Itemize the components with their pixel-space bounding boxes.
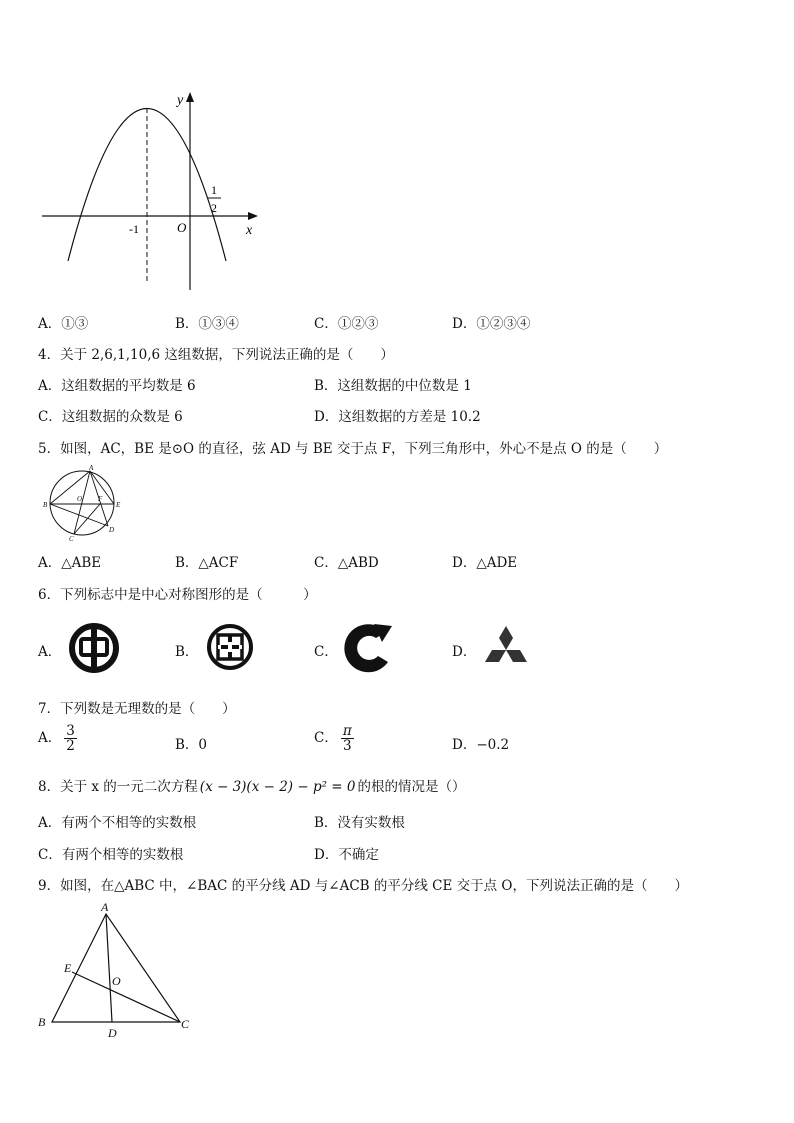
q3-option-a[interactable] xyxy=(38,312,88,332)
fraction-numerator: π xyxy=(342,723,352,739)
bisector-ce xyxy=(72,972,180,1022)
option-text: ①③ xyxy=(61,316,89,332)
option-text: 有两个不相等的实数根 xyxy=(61,815,197,831)
bisector-ad xyxy=(106,914,112,1022)
point-o-label: O xyxy=(77,495,83,503)
q5-option-d[interactable] xyxy=(452,551,517,571)
q4-option-c[interactable] xyxy=(38,405,183,425)
option-text: 不确定 xyxy=(338,847,379,863)
q8-option-b[interactable] xyxy=(314,811,405,831)
option-text: 这组数据的方差是 10.2 xyxy=(338,409,481,425)
option-letter: A． xyxy=(38,730,62,747)
q4-stem: 4．关于 2,6,1,10,6 这组数据，下列说法正确的是（ ） xyxy=(38,347,394,363)
q3-option-d[interactable] xyxy=(452,312,530,332)
option-text: ①②③④ xyxy=(476,316,531,332)
option-letter: C． xyxy=(38,409,62,425)
q6-option-d-letter: D． xyxy=(452,644,477,660)
q3-option-c[interactable] xyxy=(314,312,378,332)
q8-stem-post: 的根的情况是（） xyxy=(357,779,466,795)
x-axis-arrow-icon xyxy=(248,212,258,220)
q5-stem: 5．如图，AC，BE 是⊙O 的直径，弦 AD 与 BE 交于点 F，下列三角形中，外心不是点 O 的是（ ） xyxy=(38,441,668,457)
neg-one-label: -1 xyxy=(129,222,139,236)
option-letter: D． xyxy=(452,737,477,753)
point-b-label: B xyxy=(43,501,48,509)
option-letter: C． xyxy=(314,730,338,747)
point-e-label: E xyxy=(64,961,72,975)
option-text: 有两个相等的实数根 xyxy=(61,847,184,863)
point-b-label: B xyxy=(38,1015,46,1029)
q5-option-b[interactable] xyxy=(175,551,238,571)
fraction xyxy=(341,724,354,753)
point-e-label: E xyxy=(116,501,121,509)
fraction-numerator: 3 xyxy=(66,723,75,739)
q7-stem: 7．下列数是无理数的是（ ） xyxy=(38,701,236,717)
q5-option-c[interactable] xyxy=(314,551,379,571)
q4-option-b[interactable] xyxy=(314,374,472,394)
parabola-graph xyxy=(38,86,268,296)
option-letter: A． xyxy=(38,555,62,571)
q6-option-a-letter: A． xyxy=(38,644,62,660)
option-text: 这组数据的众数是 6 xyxy=(61,409,183,425)
triangle-figure xyxy=(34,900,202,1044)
q8-equation: (x − 3)(x − 2) − p² = 0 xyxy=(199,779,356,795)
point-a-label: A xyxy=(89,464,94,472)
q3-option-b[interactable] xyxy=(175,312,239,332)
option-letter: A． xyxy=(38,378,62,394)
q6-stem: 6．下列标志中是中心对称图形的是（ ） xyxy=(38,587,317,603)
option-text: 0 xyxy=(198,737,208,753)
circle-figure xyxy=(42,464,124,542)
option-text: 这组数据的平均数是 6 xyxy=(61,378,196,394)
q8-option-a[interactable] xyxy=(38,811,196,831)
q8-option-c[interactable] xyxy=(38,843,183,863)
mitsubishi-logo-icon[interactable] xyxy=(480,624,532,670)
point-a-label: A xyxy=(101,900,109,914)
point-f-label: F xyxy=(98,495,103,503)
point-o-label: O xyxy=(112,974,121,988)
point-c-label: C xyxy=(69,535,74,542)
q8-stem xyxy=(38,775,466,795)
q9-stem: 9．如图，在△ABC 中，∠BAC 的平分线 AD 与∠ACB 的平分线 CE 交于点 O，下列说法正确的是（ ） xyxy=(38,878,688,894)
option-text: 这组数据的中位数是 1 xyxy=(337,378,472,394)
origin-label: O xyxy=(177,220,187,235)
fraction xyxy=(64,724,77,753)
q6-option-b-letter: B． xyxy=(175,644,199,660)
icbc-logo-icon[interactable] xyxy=(205,622,255,672)
x-axis-label: x xyxy=(246,223,253,238)
q4-option-a[interactable] xyxy=(38,374,196,394)
q7-option-d[interactable] xyxy=(452,733,509,753)
point-c-label: C xyxy=(181,1017,190,1031)
y-axis-arrow-icon xyxy=(186,92,194,102)
q6-option-c-letter: C． xyxy=(314,644,338,660)
ccb-logo-icon[interactable] xyxy=(340,620,398,676)
option-text: ①②③ xyxy=(337,316,379,332)
half-numerator: 1 xyxy=(211,183,217,197)
q8-stem-pre: 8．关于 x 的一元二次方程 xyxy=(38,779,198,795)
option-text: ①③④ xyxy=(198,316,239,332)
option-letter: B． xyxy=(175,737,199,753)
q7-option-a[interactable] xyxy=(38,724,77,753)
option-text: △ACF xyxy=(198,555,239,571)
option-text: △ADE xyxy=(476,555,518,571)
fraction-denominator: 3 xyxy=(342,738,352,755)
point-d-label: D xyxy=(109,526,115,534)
option-letter: D． xyxy=(452,555,477,571)
q8-option-d[interactable] xyxy=(314,843,379,863)
option-letter: C． xyxy=(314,316,338,332)
q7-option-b[interactable] xyxy=(175,733,207,753)
option-text: △ABE xyxy=(61,555,102,571)
option-letter: B． xyxy=(175,555,199,571)
q5-option-a[interactable] xyxy=(38,551,101,571)
option-letter: D． xyxy=(314,847,339,863)
option-letter: A． xyxy=(38,316,62,332)
option-text: −0.2 xyxy=(476,737,510,753)
half-denominator: 2 xyxy=(211,201,217,215)
q7-option-c[interactable] xyxy=(314,724,354,753)
option-letter: D． xyxy=(314,409,339,425)
option-letter: C． xyxy=(38,847,62,863)
option-letter: A． xyxy=(38,815,62,831)
fraction-denominator: 2 xyxy=(66,738,75,755)
option-letter: B． xyxy=(175,316,199,332)
option-text: △ABD xyxy=(337,555,379,571)
option-letter: B． xyxy=(314,378,338,394)
point-d-label: D xyxy=(108,1026,117,1040)
option-letter: B． xyxy=(314,815,338,831)
option-letter: D． xyxy=(452,316,477,332)
bank-of-china-logo-icon[interactable] xyxy=(68,622,120,674)
y-axis-label: y xyxy=(177,93,184,108)
q4-option-d[interactable] xyxy=(314,405,481,425)
option-text: 没有实数根 xyxy=(337,815,405,831)
option-letter: C． xyxy=(314,555,338,571)
